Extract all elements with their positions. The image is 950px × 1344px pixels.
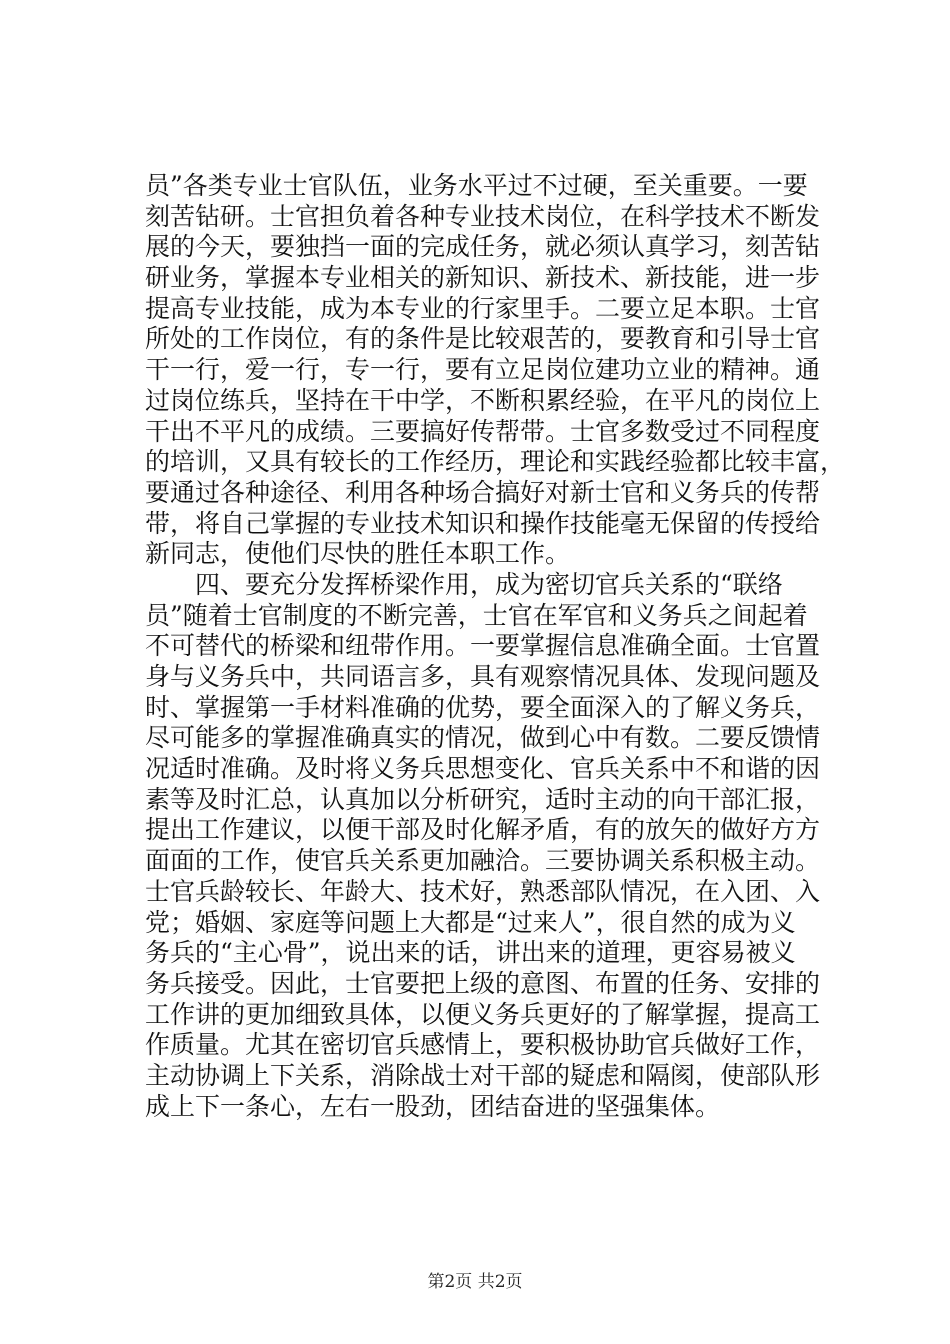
text-line: 提出工作建议，以便干部及时化解矛盾，有的放矢的做好方方 <box>145 815 821 845</box>
text-line: 主动协调上下关系，消除战士对干部的疑虑和隔阂，使部队形 <box>145 1060 821 1090</box>
text-line: 务兵的“主心骨”，说出来的话，讲出来的道理，更容易被义 <box>145 938 796 968</box>
text-line: 干一行，爱一行，专一行，要有立足岗位建功立业的精神。通 <box>145 355 821 385</box>
text-line: 新同志，使他们尽快的胜任本职工作。 <box>145 539 571 569</box>
text-line: 务兵接受。因此，士官要把上级的意图、布置的任务、安排的 <box>145 968 821 998</box>
text-line: 作质量。尤其在密切官兵感情上，要积极协助官兵做好工作， <box>145 1030 821 1060</box>
text-line: 成上下一条心，左右一股劲，团结奋进的坚强集体。 <box>145 1091 721 1121</box>
text-line: 工作讲的更加细致具体，以便义务兵更好的了解掌握，提高工 <box>145 999 821 1029</box>
body-text <box>145 171 846 1122</box>
text-line: 况适时准确。及时将义务兵思想变化、官兵关系中不和谐的因 <box>145 754 821 784</box>
text-line: 员”随着士官制度的不断完善，士官在军官和义务兵之间起着 <box>145 600 808 630</box>
page-number-footer: 第2页 共2页 <box>427 1272 523 1292</box>
text-line: 员”各类专业士官队伍，业务水平过不过硬，至关重要。一要 <box>145 171 808 200</box>
text-line: 不可替代的桥梁和纽带作用。一要掌握信息准确全面。士官置 <box>145 631 821 661</box>
text-line: 带，将自己掌握的专业技术知识和操作技能毫无保留的传授给 <box>145 508 821 538</box>
text-line: 身与义务兵中，共同语言多，具有观察情况具体、发现问题及 <box>145 662 821 691</box>
text-line: 研业务，掌握本专业相关的新知识、新技术、新技能，进一步 <box>145 263 821 293</box>
text-line: 士官兵龄较长、年龄大、技术好，熟悉部队情况，在入团、入 <box>145 876 821 906</box>
text-line: 刻苦钻研。士官担负着各种专业技术岗位，在科学技术不断发 <box>145 201 821 231</box>
text-line: 展的今天，要独挡一面的完成任务，就必须认真学习，刻苦钻 <box>145 232 821 262</box>
text-line: 党；婚姻、家庭等问题上大都是“过来人”，很自然的成为义 <box>145 907 796 937</box>
text-line: 要通过各种途径、利用各种场合搞好对新士官和义务兵的传帮 <box>145 477 821 507</box>
text-line: 尽可能多的掌握准确真实的情况，做到心中有数。二要反馈情 <box>145 723 821 753</box>
text-line: 时、掌握第一手材料准确的优势，要全面深入的了解义务兵， <box>145 692 821 722</box>
text-line: 过岗位练兵，坚持在干中学，不断积累经验，在平凡的岗位上 <box>145 385 821 415</box>
text-line: 所处的工作岗位，有的条件是比较艰苦的，要教育和引导士官 <box>145 324 821 354</box>
paragraph-start-line: 四、要充分发挥桥梁作用，成为密切官兵关系的“联络 <box>195 569 783 599</box>
text-line: 面面的工作，使官兵关系更加融洽。三要协调关系积极主动。 <box>145 846 821 876</box>
text-line: 干出不平凡的成绩。三要搞好传帮带。士官多数受过不同程度 <box>145 416 821 446</box>
text-line: 的培训，又具有较长的工作经历，理论和实践经验都比较丰富， <box>145 447 846 477</box>
text-line: 素等及时汇总，认真加以分析研究，适时主动的向干部汇报， <box>145 784 821 814</box>
text-line: 提高专业技能，成为本专业的行家里手。二要立足本职。士官 <box>145 293 821 323</box>
